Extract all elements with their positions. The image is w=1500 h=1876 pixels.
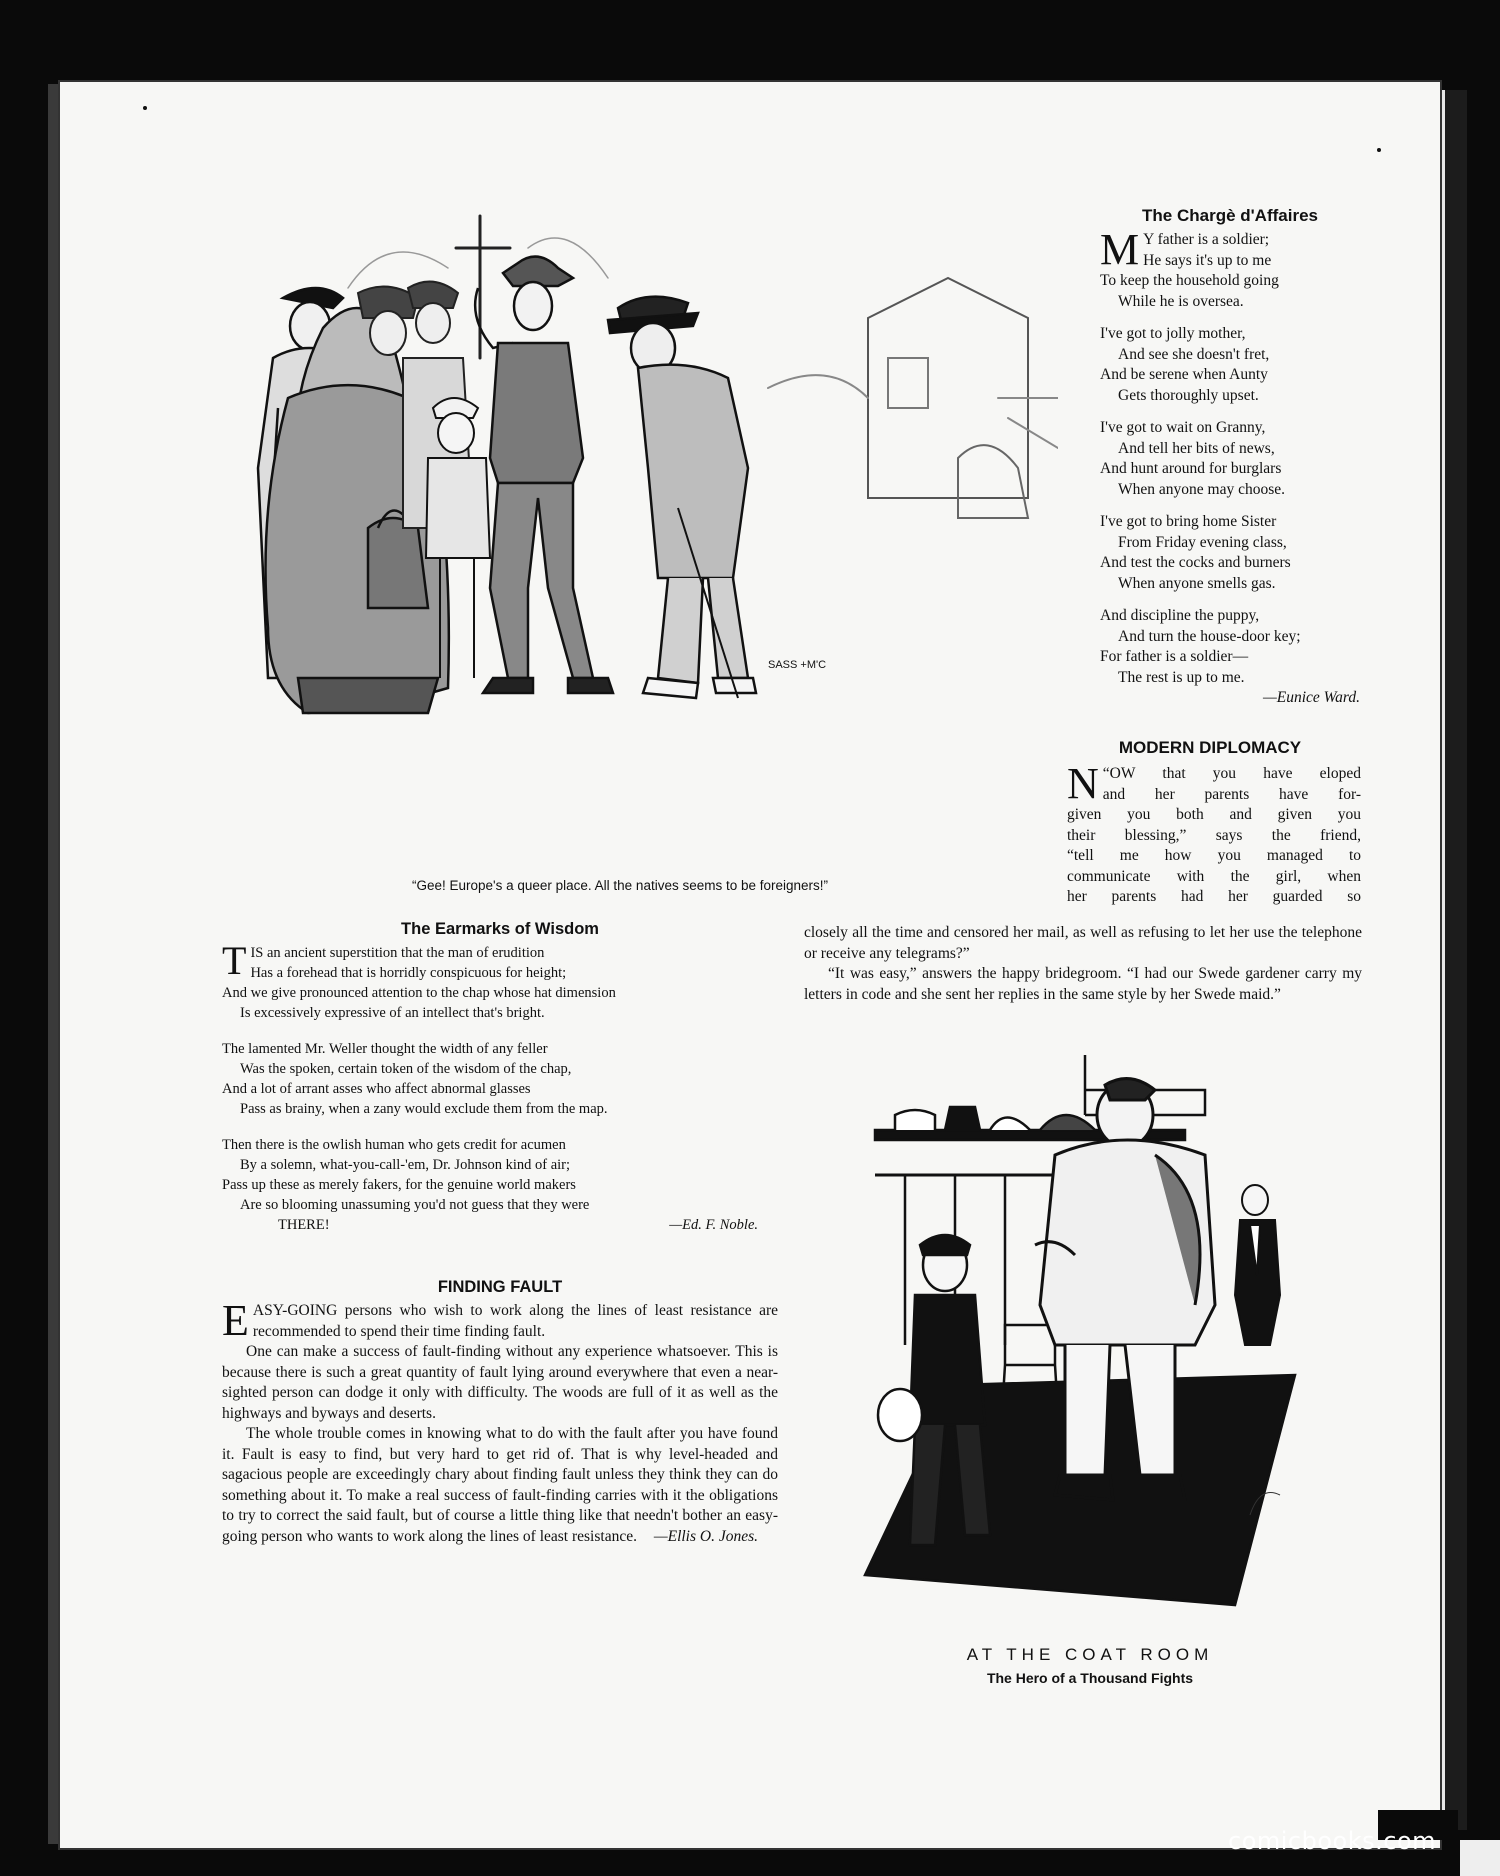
- poem-wisdom-stanza: [222, 938, 778, 1023]
- fault-title: FINDING FAULT: [437, 1278, 563, 1296]
- poem-charge-stanza: [1100, 324, 1360, 406]
- verse-line: IS an ancient superstition that the man of erudition: [250, 945, 545, 961]
- poem-wisdom-stanza: [222, 1135, 778, 1235]
- poem-wisdom-stanza: [222, 1039, 778, 1119]
- scan-corner: [1460, 1840, 1500, 1876]
- diplomacy-wide-column: [804, 923, 1362, 1005]
- poem-charge-stanza: [1100, 418, 1360, 500]
- verse-line: For father is a soldier—: [1100, 648, 1249, 665]
- fault-paragraph: The whole trouble comes in knowing what to do with the fault after you have found it. Fault is easy to find, but very hard to get rid of. That is why level-headed and sagacious people are exceedingly chary about finding fault unless they think they can do something about it. To make a real success of fault-finding carries with it the obligations to try to correct the said fault, but of course a little thing like that needn't bother an easy-going person who wants to work along the lines of least resistance.: [222, 1425, 778, 1545]
- verse-line: I've got to bring home Sister: [1100, 513, 1277, 530]
- verse-line: I've got to wait on Granny,: [1100, 419, 1266, 436]
- fault-paragraph: One can make a success of fault-finding without any experience whatsoever. This is because there is such a great quantity of fault lying around everywhere that even a near-sighted person can dodge it only with difficulty. The woods are full of it as well as the highways and byways and deserts.: [222, 1343, 778, 1422]
- fault-paragraph-text: ASY-GOING persons who wish to work along the lines of least resistance are recommended to spend their time finding fault.: [252, 1302, 778, 1340]
- verse-line: When anyone may choose.: [1118, 480, 1285, 498]
- prose-line: communicate with the girl, when: [1067, 867, 1361, 885]
- fault-body: [222, 1296, 778, 1548]
- verse-line: And we give pronounced attention to the chap whose hat dimension: [222, 985, 616, 1001]
- poem-charge-stanza: [1100, 606, 1360, 688]
- diplomacy-paragraph: closely all the time and censored her mail, as well as refusing to let her use the telephone or receive any telegrams?”: [804, 924, 1362, 962]
- verse-line: Gets thoroughly upset.: [1118, 386, 1259, 404]
- verse-line: And be serene when Aunty: [1100, 366, 1268, 383]
- poem-charge-daffaires: [1100, 206, 1360, 709]
- poem-charge-body: [1100, 225, 1360, 709]
- poem-charge-opening-stanza: [1100, 225, 1360, 312]
- verse-line: He says it's up to me: [1143, 251, 1272, 269]
- cartoon1-signature: SASS +M'C: [768, 659, 827, 671]
- verse-line: Is excessively expressive of an intellect that's bright.: [240, 1005, 545, 1021]
- verse-line: And hunt around for burglars: [1100, 460, 1282, 477]
- poem-charge-title: The Chargè d'Affaires: [1142, 206, 1318, 225]
- verse-line: By a solemn, what-you-call-'em, Dr. Johnson kind of air;: [240, 1157, 571, 1173]
- verse-line: And tell her bits of news,: [1118, 439, 1275, 457]
- verse-line: Are so blooming unassuming you'd not guess that they were: [240, 1197, 590, 1213]
- fault-dropcap: E: [222, 1296, 249, 1345]
- verse-line: And test the cocks and burners: [1100, 554, 1291, 571]
- verse-line: While he is oversea.: [1118, 292, 1244, 310]
- verse-line: And discipline the puppy,: [1100, 607, 1260, 624]
- cartoon-soldier-illustration: [228, 208, 1058, 868]
- verse-line: To keep the household going: [1100, 272, 1279, 289]
- article-finding-fault: [222, 1278, 778, 1548]
- verse-line: Was the spoken, certain token of the wisdom of the chap,: [240, 1061, 572, 1077]
- prose-line: her parents had her guarded so: [1067, 888, 1361, 905]
- cartoon2-subcaption: The Hero of a Thousand Fights: [986, 1670, 1194, 1686]
- diplomacy-dropcap: N: [1067, 759, 1099, 808]
- poem-wisdom-last-word: THERE!: [278, 1217, 330, 1233]
- verse-line: Pass as brainy, when a zany would exclude them from the map.: [240, 1101, 608, 1117]
- poem-charge-stanza: [1100, 512, 1360, 594]
- right-page-edge: [1442, 90, 1467, 1830]
- verse-line: Pass up these as merely fakers, for the genuine world makers: [222, 1177, 576, 1193]
- prose-line: “OW that you have eloped: [1102, 765, 1361, 782]
- diplomacy-paragraph: “It was easy,” answers the happy bridegroom. “I had our Swede gardener carry my letters in code and she sent her replies in the same style by her Swede maid.”: [804, 965, 1362, 1003]
- cartoon2-caption: AT THE COAT ROOM: [966, 1645, 1214, 1664]
- verse-line: And see she doesn't fret,: [1118, 345, 1270, 363]
- diplomacy-title: MODERN DIPLOMACY: [1118, 738, 1302, 757]
- fault-paragraph: [222, 1296, 778, 1345]
- verse-line: Y father is a soldier;: [1143, 231, 1270, 248]
- cartoon-coat-room-illustration: [855, 1045, 1325, 1610]
- scan-speck: [143, 106, 147, 110]
- poem-wisdom-title: The Earmarks of Wisdom: [401, 920, 599, 938]
- prose-line: “tell me how you managed to: [1067, 847, 1361, 864]
- verse-line: When anyone smells gas.: [1118, 574, 1276, 592]
- verse-line: The lamented Mr. Weller thought the width of any feller: [222, 1041, 548, 1057]
- verse-line: I've got to jolly mother,: [1100, 325, 1246, 342]
- poem-wisdom-dropcap: T: [222, 938, 247, 983]
- scan-speck: [1377, 148, 1381, 152]
- poem-wisdom-byline: —Ed. F. Noble.: [669, 1217, 758, 1233]
- verse-line: The rest is up to me.: [1118, 668, 1245, 686]
- diplomacy-narrow-column: [1067, 759, 1361, 908]
- poem-earmarks-of-wisdom: [222, 920, 778, 1235]
- verse-line: And a lot of arrant asses who affect abnormal glasses: [222, 1081, 531, 1097]
- poem-charge-dropcap: M: [1100, 225, 1140, 274]
- source-watermark: comicbooks.com: [1228, 1827, 1437, 1855]
- verse-line: And turn the house-door key;: [1118, 627, 1301, 645]
- verse-line: Has a forehead that is horridly conspicuous for height;: [250, 965, 567, 981]
- verse-line: From Friday evening class,: [1118, 533, 1287, 551]
- poem-charge-byline: —Eunice Ward.: [1262, 689, 1360, 706]
- prose-line: given you both and given you: [1067, 806, 1361, 823]
- cartoon1-caption: “Gee! Europe's a queer place. All the natives seems to be foreigners!”: [411, 878, 829, 893]
- prose-line: their blessing,” says the friend,: [1067, 826, 1361, 844]
- fault-byline: —Ellis O. Jones.: [653, 1528, 758, 1545]
- verse-line: Then there is the owlish human who gets credit for acumen: [222, 1137, 566, 1153]
- prose-line: and her parents have for-: [1102, 785, 1361, 803]
